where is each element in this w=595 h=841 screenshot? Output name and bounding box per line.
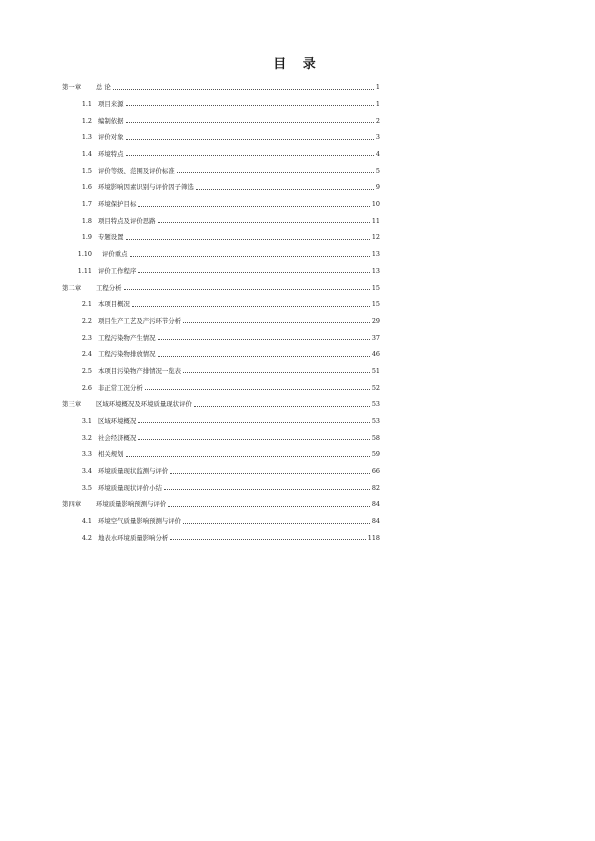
toc-entry-page-number: 11 — [371, 216, 380, 225]
toc-entry-number: 1.6 — [81, 183, 92, 192]
toc-section-entry[interactable] — [62, 157, 380, 174]
toc-entry-page-number: 9 — [375, 183, 380, 192]
toc-entry-number: 第二章 — [62, 283, 82, 292]
toc-section-entry[interactable] — [62, 358, 380, 375]
toc-entry-number: 2.6 — [81, 383, 92, 392]
page-title: 目 录 — [273, 57, 322, 72]
dot-leader — [126, 238, 370, 240]
toc-entry-number: 1.11 — [77, 266, 92, 275]
toc-entry-page-number: 5 — [375, 166, 380, 175]
toc-entry-title: 环境影响因素识别与评价因子筛选 — [98, 183, 194, 192]
dot-leader — [158, 338, 370, 340]
toc-entry-page-number: 2 — [375, 116, 380, 125]
toc-entry-number: 2.5 — [81, 366, 92, 375]
dot-leader — [183, 522, 370, 524]
toc-entry-title: 项目来源 — [98, 99, 124, 108]
toc-section-entry[interactable] — [62, 341, 380, 358]
dot-leader — [138, 438, 370, 440]
toc-entry-page-number: 1 — [375, 83, 380, 92]
toc-entry-page-number: 13 — [371, 250, 380, 259]
toc-entry-number: 2.4 — [81, 350, 92, 359]
toc-entry-number: 3.4 — [81, 467, 92, 476]
toc-entry-number: 1.1 — [81, 99, 92, 108]
toc-entry-page-number: 37 — [371, 333, 380, 342]
toc-entry-title: 环境空气质量影响预测与评价 — [98, 517, 182, 526]
toc-entry-title: 非正常工况分析 — [98, 383, 143, 392]
toc-section-entry[interactable] — [62, 408, 380, 425]
table-of-contents — [62, 74, 380, 541]
dot-leader — [138, 271, 370, 273]
toc-entry-page-number: 15 — [371, 300, 380, 309]
dot-leader — [170, 472, 370, 474]
toc-entry-page-number: 53 — [371, 417, 380, 426]
toc-entry-title: 工程分析 — [96, 283, 122, 292]
toc-entry-number: 1.2 — [81, 116, 92, 125]
toc-entry-number: 1.4 — [81, 150, 92, 159]
toc-entry-number: 1.5 — [81, 166, 92, 175]
toc-entry-number: 1.10 — [77, 250, 92, 259]
toc-entry-page-number: 58 — [371, 433, 380, 442]
toc-entry-title: 环境质量现状评价小结 — [98, 483, 162, 492]
dot-leader — [194, 405, 370, 407]
toc-entry-title: 区域环境概况 — [98, 417, 137, 426]
dot-leader — [124, 288, 370, 290]
dot-leader — [145, 388, 370, 390]
toc-entry-page-number: 10 — [371, 200, 380, 209]
dot-leader — [132, 305, 370, 307]
toc-section-entry[interactable] — [62, 107, 380, 124]
toc-entry-page-number: 66 — [371, 467, 380, 476]
dot-leader — [177, 171, 374, 173]
toc-section-entry[interactable] — [62, 508, 380, 525]
dot-leader — [170, 538, 366, 540]
toc-entry-title: 环境质量影响预测与评价 — [96, 500, 167, 509]
toc-section-entry[interactable] — [62, 374, 380, 391]
toc-chapter-entry[interactable] — [62, 491, 380, 508]
toc-entry-page-number: 84 — [371, 517, 380, 526]
toc-entry-title: 工程污染物产生情况 — [98, 333, 156, 342]
toc-entry-title: 项目特点及评价思路 — [98, 216, 156, 225]
toc-entry-title: 专题设置 — [98, 233, 124, 242]
dot-leader — [126, 154, 374, 156]
toc-entry-title: 环境质量现状监测与评价 — [98, 467, 169, 476]
toc-entry-page-number: 82 — [371, 483, 380, 492]
toc-entry-number: 1.9 — [81, 233, 92, 242]
dot-leader — [183, 321, 370, 323]
dot-leader — [130, 255, 370, 257]
toc-entry-number: 2.3 — [81, 333, 92, 342]
toc-entry-page-number: 15 — [371, 283, 380, 292]
dot-leader — [138, 205, 370, 207]
toc-section-entry[interactable] — [62, 441, 380, 458]
toc-entry-title: 环境保护目标 — [98, 200, 137, 209]
toc-entry-title: 本项目污染物产排情况一览表 — [98, 366, 182, 375]
toc-entry-title: 评价工作程序 — [98, 266, 137, 275]
toc-section-entry[interactable] — [62, 141, 380, 158]
toc-entry-title: 地表水环境质量影响分析 — [98, 533, 169, 542]
toc-entry-title: 编制依据 — [98, 116, 124, 125]
dot-leader — [126, 138, 374, 140]
toc-entry-number: 第三章 — [62, 400, 82, 409]
toc-section-entry[interactable] — [62, 525, 380, 542]
toc-entry-title: 本项目概况 — [98, 300, 130, 309]
toc-entry-number: 4.2 — [81, 533, 92, 542]
dot-leader — [158, 221, 370, 223]
toc-section-entry[interactable] — [62, 224, 380, 241]
toc-entry-page-number: 12 — [371, 233, 380, 242]
toc-entry-page-number: 84 — [371, 500, 380, 509]
toc-entry-number: 4.1 — [81, 517, 92, 526]
toc-entry-number: 1.8 — [81, 216, 92, 225]
toc-entry-title: 评价对象 — [98, 133, 124, 142]
toc-entry-title: 相关规划 — [98, 450, 124, 459]
toc-entry-number: 1.7 — [81, 200, 92, 209]
toc-entry-page-number: 59 — [371, 450, 380, 459]
dot-leader — [126, 455, 370, 457]
toc-entry-page-number: 29 — [371, 316, 380, 325]
toc-entry-number: 2.1 — [81, 300, 92, 309]
toc-chapter-entry[interactable] — [62, 391, 380, 408]
toc-entry-number: 第一章 — [62, 83, 82, 92]
dot-leader — [138, 421, 370, 423]
toc-entry-title: 总 论 — [96, 83, 111, 92]
toc-chapter-entry[interactable] — [62, 74, 380, 91]
dot-leader — [158, 355, 370, 357]
toc-entry-title: 评价重点 — [102, 250, 128, 259]
toc-entry-title: 工程污染物排放情况 — [98, 350, 156, 359]
dot-leader — [126, 104, 374, 106]
dot-leader — [168, 505, 370, 507]
toc-entry-page-number: 53 — [371, 400, 380, 409]
toc-section-entry[interactable] — [62, 458, 380, 475]
toc-section-entry[interactable] — [62, 124, 380, 141]
toc-entry-number: 2.2 — [81, 316, 92, 325]
toc-section-entry[interactable] — [62, 424, 380, 441]
dot-leader — [196, 188, 374, 190]
dot-leader — [183, 371, 370, 373]
dot-leader — [164, 488, 370, 490]
toc-section-entry[interactable] — [62, 308, 380, 325]
toc-section-entry[interactable] — [62, 291, 380, 308]
toc-entry-number: 第四章 — [62, 500, 82, 509]
toc-entry-page-number: 52 — [371, 383, 380, 392]
toc-section-entry[interactable] — [62, 241, 380, 258]
dot-leader — [113, 88, 374, 90]
toc-section-entry[interactable] — [62, 258, 380, 275]
toc-entry-title: 评价等级、范围及评价标准 — [98, 166, 175, 175]
dot-leader — [126, 121, 374, 123]
toc-entry-number: 3.5 — [81, 483, 92, 492]
toc-entry-number: 3.2 — [81, 433, 92, 442]
toc-section-entry[interactable] — [62, 475, 380, 492]
toc-entry-page-number: 13 — [371, 266, 380, 275]
toc-entry-page-number: 4 — [375, 150, 380, 159]
toc-chapter-entry[interactable] — [62, 274, 380, 291]
toc-entry-number: 3.3 — [81, 450, 92, 459]
toc-entry-title: 区域环境概况及环境质量现状评价 — [96, 400, 192, 409]
toc-entry-number: 1.3 — [81, 133, 92, 142]
toc-section-entry[interactable] — [62, 174, 380, 191]
toc-entry-number: 3.1 — [81, 417, 92, 426]
toc-section-entry[interactable] — [62, 91, 380, 108]
toc-entry-page-number: 46 — [371, 350, 380, 359]
toc-section-entry[interactable] — [62, 324, 380, 341]
toc-entry-title: 环境特点 — [98, 150, 124, 159]
toc-section-entry[interactable] — [62, 208, 380, 225]
toc-entry-page-number: 51 — [371, 366, 380, 375]
toc-entry-page-number: 3 — [375, 133, 380, 142]
toc-entry-title: 社会经济概况 — [98, 433, 137, 442]
toc-entry-page-number: 118 — [367, 533, 380, 542]
toc-section-entry[interactable] — [62, 191, 380, 208]
toc-entry-title: 项目生产工艺及产污环节分析 — [98, 316, 182, 325]
toc-entry-page-number: 1 — [375, 99, 380, 108]
